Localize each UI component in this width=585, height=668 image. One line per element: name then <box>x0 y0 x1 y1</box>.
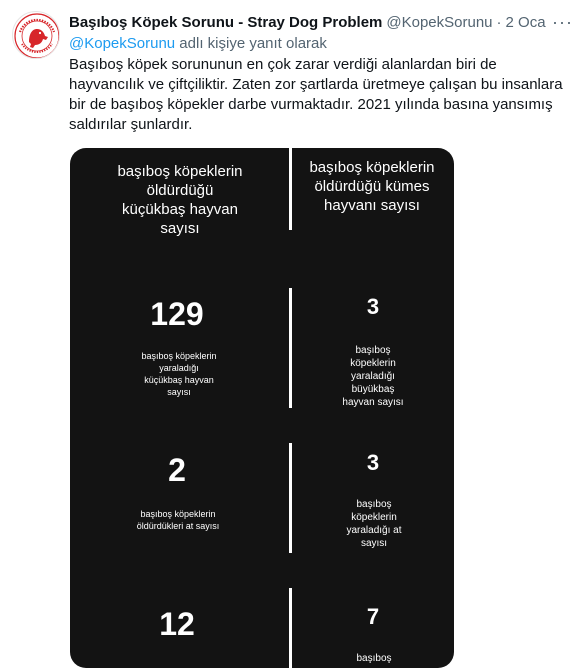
header-divider <box>289 148 292 230</box>
row1-right-value: 3 <box>366 294 380 319</box>
right-column-header: başıboş köpeklerin öldürdüğü kümes hayvanı sayısı <box>309 159 435 214</box>
row2-right-label: başıboş köpeklerin yaraladığı at sayısı <box>346 499 402 549</box>
row3-left-value: 12 <box>159 606 195 642</box>
reply-context-text: adlı kişiye yanıt olarak <box>175 35 327 52</box>
author-name[interactable]: Başıboş Köpek Sorunu - Stray Dog Problem <box>69 13 383 31</box>
tweet-media-image[interactable] <box>70 148 454 668</box>
reply-context <box>69 35 327 52</box>
row1-right-label: başıboş köpeklerin yaraladığı büyükbaş hayvan sayısı <box>342 345 404 408</box>
author-handle[interactable]: @KopekSorunu <box>386 13 493 31</box>
row2-divider <box>289 443 292 553</box>
row2-left-value: 2 <box>168 452 186 488</box>
row3-right-value: 7 <box>366 604 380 629</box>
reply-mention-link[interactable]: @KopekSorunu <box>69 35 176 52</box>
row2-left-label: başıboş köpeklerin öldürdükleri at sayısı <box>136 509 220 531</box>
tweet-date[interactable]: 2 Oca <box>505 13 546 31</box>
more-options-icon[interactable]: ··· <box>552 12 573 32</box>
row1-divider <box>289 288 292 408</box>
row1-left-value: 129 <box>150 296 204 332</box>
left-column-header: başıboş köpeklerin öldürdüğü küçükbaş hayvan sayısı <box>117 163 243 237</box>
tweet-header <box>69 12 573 32</box>
row1-left-label: başıboş köpeklerin yaraladığı küçükbaş hayvan sayısı <box>141 351 217 397</box>
row3-divider <box>289 588 292 668</box>
row3-right-label: başıboş <box>356 653 392 664</box>
dog-logo-icon <box>13 12 60 59</box>
separator: · <box>496 13 502 31</box>
tweet-text: Başıboş köpek sorununun en çok zarar verdiği alanlardan biri de hayvancılık ve çiftçiliktir. Zaten zor şartlarda üretmeye çalışan bu insanlara bir de başıboş köpekler darbe vurmaktadır. 2021 yılında basına yansımış saldırılar şunlardır. <box>69 56 563 133</box>
avatar[interactable] <box>12 11 60 59</box>
row2-right-value: 3 <box>366 450 380 475</box>
